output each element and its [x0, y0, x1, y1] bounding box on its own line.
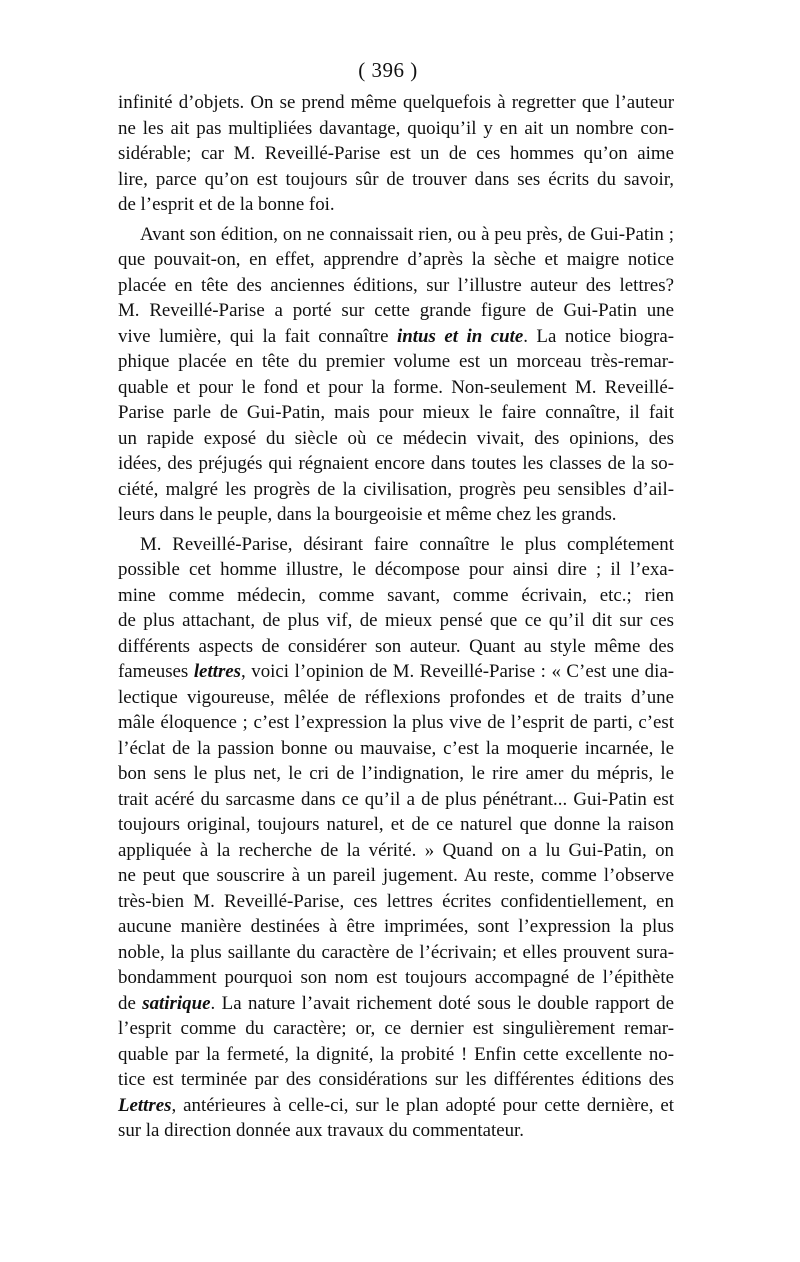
text-line [118, 736, 674, 762]
text-line [118, 349, 674, 375]
text-line [118, 116, 674, 142]
text-line [118, 812, 674, 838]
line-text: tice est terminée par des considérations sur les différentes éditions des [118, 1069, 674, 1090]
text-line [118, 889, 674, 915]
line-text: de plus attachant, de plus vif, de mieux pensé que ce qu’il dit sur ces [118, 610, 674, 631]
line-text: leurs dans le peuple, dans la bourgeoisie et même chez les grands. [118, 504, 617, 525]
text-line [118, 991, 674, 1017]
text-line [118, 324, 674, 350]
line-text: ne les ait pas multipliées davantage, quoiqu’il y en ait un nombre con- [118, 117, 674, 139]
line-text: Avant son édition, on ne connaissait rien, ou à peu près, de Gui-Patin ; [140, 223, 674, 245]
text-line [118, 608, 674, 634]
italic-phrase: lettres [193, 661, 242, 682]
italic-phrase: intus et in cute [397, 325, 524, 347]
text-line [118, 502, 674, 528]
text-line [118, 451, 674, 477]
line-text: un rapide exposé du siècle où ce médecin vivait, des opinions, des [118, 427, 674, 449]
line-text: M. Reveillé-Parise, désirant faire connaître le plus complétement [140, 533, 674, 555]
text-line [118, 914, 674, 940]
text-line [118, 532, 674, 558]
text-line [118, 787, 674, 813]
body-text [118, 90, 674, 1144]
text-line [118, 710, 674, 736]
text-line [118, 557, 674, 583]
line-text: lire, parce qu’on est toujours sûr de trouver dans ses écrits du savoir, [118, 168, 674, 190]
line-text: ne peut que souscrire à un pareil jugement. Au reste, comme l’observe [118, 865, 674, 886]
line-text: très-bien M. Reveillé-Parise, ces lettres écrites confidentiellement, en [118, 890, 674, 912]
text-line [118, 659, 674, 685]
line-text: aucune manière destinées à être imprimées, sont l’expression la plus [118, 916, 674, 937]
line-text: bon sens le plus net, le cri de l’indignation, le rire amer du mépris, le [118, 763, 674, 784]
page-number: ( 396 ) [358, 58, 418, 82]
text-line [118, 1016, 674, 1042]
text-line [118, 477, 674, 503]
line-text: mine comme médecin, comme savant, comme écrivain, etc.; rien [118, 584, 674, 606]
line-text: de l’esprit et de la bonne foi. [118, 194, 335, 215]
text-line [118, 298, 674, 324]
line-text: bondamment pourquoi son nom est toujours accompagné de l’épithète [118, 967, 674, 988]
line-text: idées, des préjugés qui régnaient encore dans toutes les classes de la so- [118, 453, 674, 474]
line-text: sur la direction donnée aux travaux du commentateur. [118, 1120, 525, 1141]
text-line [118, 273, 674, 299]
italic-phrase: Lettres [118, 1094, 172, 1116]
line-text: Parise parle de Gui-Patin, mais pour mieux le faire connaître, il fait [118, 402, 674, 423]
text-line [118, 167, 674, 193]
line-segment: fameuses [118, 661, 194, 682]
line-segment: , antérieures à celle-ci, sur le plan adopté pour cette dernière, et [171, 1094, 674, 1116]
text-line [118, 1118, 674, 1144]
text-line [118, 940, 674, 966]
text-line [118, 375, 674, 401]
text-line [118, 426, 674, 452]
line-segment: . La notice biogra- [523, 325, 674, 347]
text-line [118, 863, 674, 889]
line-text: trait acéré du sarcasme dans ce qu’il a de plus pénétrant... Gui-Patin est [118, 788, 674, 810]
line-text: mâle éloquence ; c’est l’expression la plus vive de l’esprit de parti, c’est [118, 712, 674, 733]
line-text: que pouvait-on, en effet, apprendre d’après la sèche et maigre notice [118, 249, 674, 270]
line-text: toujours original, toujours naturel, et de ce naturel que donne la raison [118, 814, 674, 835]
line-text: quable par la fermeté, la dignité, la probité ! Enfin cette excellente no- [118, 1043, 674, 1065]
line-text: l’éclat de la passion bonne ou mauvaise, c’est la moquerie incarnée, le [118, 737, 674, 759]
italic-phrase: satirique [142, 992, 211, 1014]
text-line [118, 838, 674, 864]
line-text: noble, la plus saillante du caractère de l’écrivain; et elles prouvent sura- [118, 941, 674, 963]
line-text: appliquée à la recherche de la vérité. » Quand on a lu Gui-Patin, on [118, 839, 674, 861]
text-line [118, 1067, 674, 1093]
text-line [118, 90, 674, 116]
line-segment: vive lumière, qui la fait connaître [118, 325, 398, 347]
text-line [118, 141, 674, 167]
text-line [118, 761, 674, 787]
line-text: possible cet homme illustre, le décompose pour ainsi dire ; il l’exa- [118, 559, 674, 580]
text-line [118, 965, 674, 991]
text-line [118, 192, 674, 218]
line-text: infinité d’objets. On se prend même quelquefois à regretter que l’auteur [118, 92, 674, 113]
line-text: phique placée en tête du premier volume est un morceau très-remar- [118, 351, 674, 372]
line-text: différents aspects de considérer son auteur. Quant au style même des [118, 635, 674, 657]
text-line [118, 685, 674, 711]
text-line [118, 222, 674, 248]
text-line [118, 634, 674, 660]
text-line [118, 583, 674, 609]
line-text: quable et pour le fond et pour la forme. Non-seulement M. Reveillé- [118, 376, 674, 398]
line-text: lectique vigoureuse, mêlée de réflexions profondes et de traits d’une [118, 686, 674, 708]
line-segment: , voici l’opinion de M. Reveillé-Parise : « C’est une dia- [241, 661, 674, 682]
text-line [118, 400, 674, 426]
line-segment: . La nature l’avait richement doté sous le double rapport de [210, 992, 674, 1014]
line-text: sidérable; car M. Reveillé-Parise est un de ces hommes qu’on aime [118, 143, 674, 164]
text-line [118, 1042, 674, 1068]
text-line [118, 247, 674, 273]
text-line [118, 1093, 674, 1119]
line-text: M. Reveillé-Parise a porté sur cette grande figure de Gui-Patin une [118, 300, 674, 321]
line-segment: de [118, 992, 143, 1014]
line-text: l’esprit comme du caractère; or, ce dernier est singulièrement remar- [118, 1018, 674, 1039]
line-text: ciété, malgré les progrès de la civilisation, progrès peu sensibles d’ail- [118, 478, 674, 500]
line-text: placée en tête des anciennes éditions, sur l’illustre auteur des lettres? [118, 274, 674, 296]
